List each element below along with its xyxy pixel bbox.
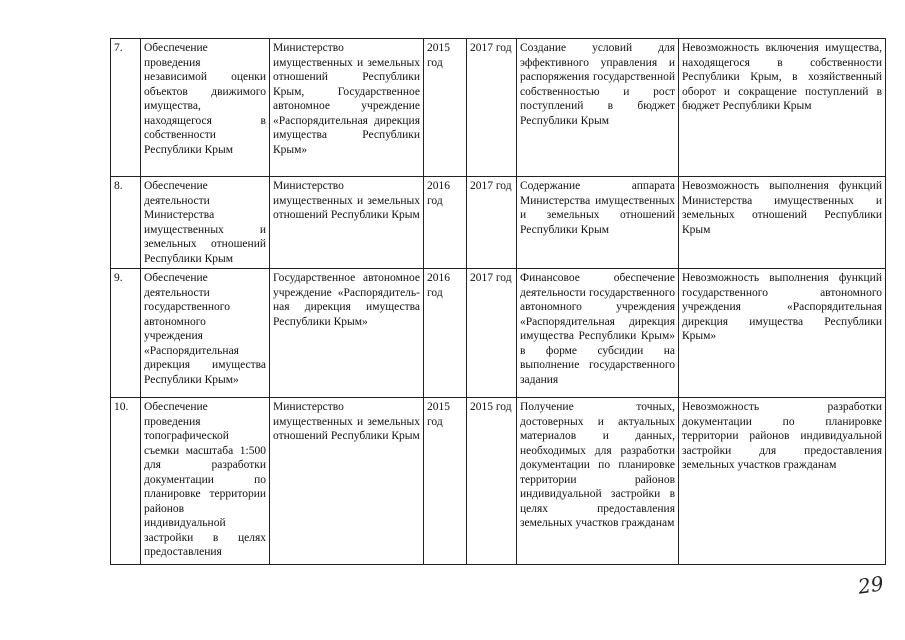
- end-year: 2017 год: [467, 269, 517, 398]
- end-year: 2017 год: [467, 39, 517, 177]
- measure-name: Обеспечение деятельности Министерства имущественных и земельных отношений Республики Крым: [141, 177, 270, 269]
- expected-result: Получение точных, достоверных и актуальных материалов и данных, необходимых для разработки документации по планировке территории районов индивидуальной застройки в целях предоставления земельных участков гражданам: [517, 398, 679, 565]
- responsible-executor: Министерство имущественных и земельных отношений Республики Крым, Государственное автономное учреждение «Распорядительная дирекция имущества Республики Крым»: [270, 39, 424, 177]
- measure-name: Обеспечение проведения топографической съемки масштаба 1:500 для разработки документации по планировке территории районов индивидуальной застройки в целях предоставления: [141, 398, 270, 565]
- expected-result: Содержание аппарата Министерства имущественных и земельных отношений Республики Крым: [517, 177, 679, 269]
- row-number: 9.: [111, 269, 141, 398]
- row-number: 7.: [111, 39, 141, 177]
- start-year: 2016 год: [424, 177, 467, 269]
- non-implementation-consequence: Невозможность выполнения функций государственного автономного учреждения «Распорядительная дирекция имущества Республики Крым»: [679, 269, 886, 398]
- page-number: 29: [856, 571, 885, 599]
- expected-result: Создание условий для эффективного управления и распоряжения государственной собственностью и рост поступлений в бюджет Республики Крым: [517, 39, 679, 177]
- responsible-executor: Министерство имущественных и земельных отношений Республики Крым: [270, 177, 424, 269]
- table-row: [111, 269, 886, 398]
- start-year: 2015 год: [424, 398, 467, 565]
- non-implementation-consequence: Невозможность разработки документации по планировке территории районов индивидуальной застройки для предоставления земельных участков гражданам: [679, 398, 886, 565]
- end-year: 2015 год: [467, 398, 517, 565]
- table-row: [111, 39, 886, 177]
- program-measures-table: [110, 38, 886, 565]
- start-year: 2015 год: [424, 39, 467, 177]
- responsible-executor: Государственное автономное учреждение «Распорядитель-ная дирекция имущества Республики Крым»: [270, 269, 424, 398]
- table-row: [111, 177, 886, 269]
- table-row: [111, 398, 886, 565]
- expected-result: Финансовое обеспечение деятельности государственного автономного учреждения «Распорядительная дирекция имущества Республики Крым» в форме субсидии на выполнение государственного задания: [517, 269, 679, 398]
- row-number: 8.: [111, 177, 141, 269]
- row-number: 10.: [111, 398, 141, 565]
- end-year: 2017 год: [467, 177, 517, 269]
- responsible-executor: Министерство имущественных и земельных отношений Республики Крым: [270, 398, 424, 565]
- measure-name: Обеспечение деятельности государственного автономного учреждения «Распорядительная дирекция имущества Республики Крым»: [141, 269, 270, 398]
- start-year: 2016 год: [424, 269, 467, 398]
- measure-name: Обеспечение проведения независимой оценки объектов движимого имущества, находящегося в собственности Республики Крым: [141, 39, 270, 177]
- non-implementation-consequence: Невозможность выполнения функций Министерства имущественных и земельных отношений Республики Крым: [679, 177, 886, 269]
- non-implementation-consequence: Невозможность включения имущества, находящегося в собственности Республики Крым, в хозяйственный оборот и сокращение поступлений в бюджет Республики Крым: [679, 39, 886, 177]
